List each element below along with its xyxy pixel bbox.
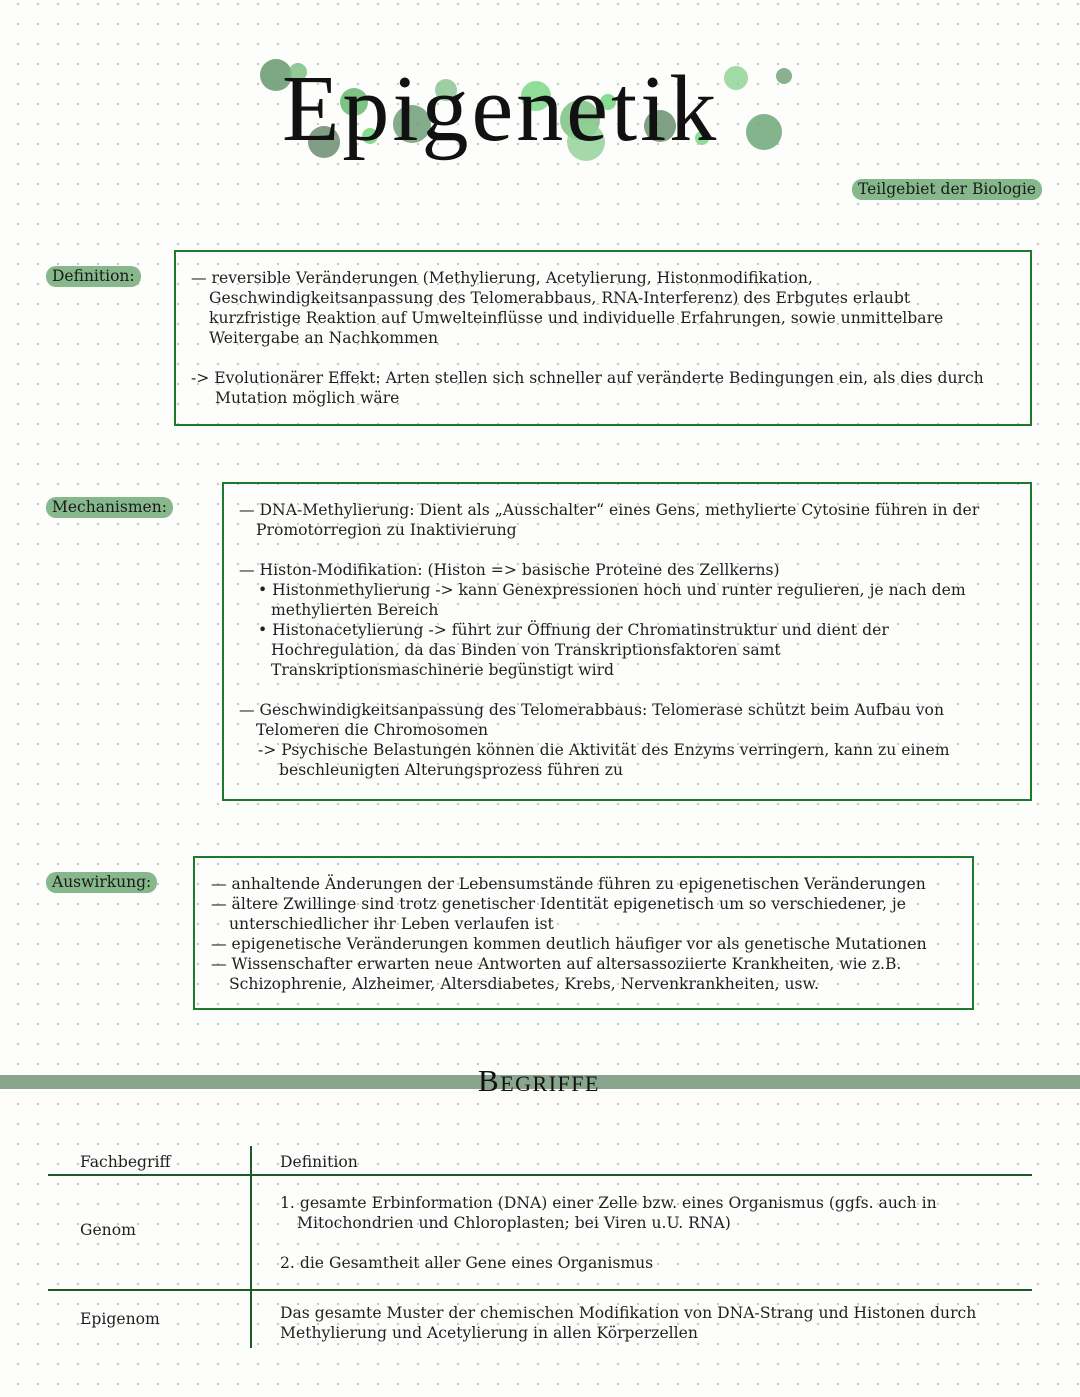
table-row-term: Epigenom (80, 1310, 160, 1328)
auswirkung-line: — ältere Zwillinge sind trotz genetischer Identität epigenetisch um so verschiedener, je (211, 895, 906, 913)
mechanismen-line: -> Psychische Belastungen können die Aktivität des Enzyms verringern, kann zu einem (258, 741, 950, 759)
auswirkung-line: — epigenetische Veränderungen kommen deutlich häufiger vor als genetische Mutationen (211, 935, 927, 953)
title-area (250, 50, 820, 170)
table-row-definition: Das gesamte Muster der chemischen Modifikation von DNA-Strang und Histonen durch (280, 1304, 977, 1322)
definition-line: kurzfristige Reaktion auf Umwelteinflüsse und individuelle Erfahrungen, sowie unmittelbare (209, 309, 944, 327)
begriffe-heading-text: EGRIFFE (500, 1071, 600, 1096)
table-row-term: Genom (80, 1221, 136, 1239)
auswirkung-line: — Wissenschafter erwarten neue Antworten auf altersassoziierte Krankheiten, wie z.B. (211, 955, 902, 973)
table-header-definition: Definition (280, 1153, 358, 1171)
definition-line: — reversible Veränderungen (Methylierung, Acetylierung, Histonmodifikation, (191, 269, 813, 287)
mechanismen-line: Promotorregion zu Inaktivierung (256, 521, 517, 539)
mechanismen-label: Mechanismen: (46, 497, 173, 518)
definition-line: Mutation möglich wäre (215, 389, 400, 407)
table-header-rule (48, 1174, 1032, 1176)
table-row-definition: 2. die Gesamtheit aller Gene eines Organismus (280, 1254, 654, 1272)
mechanismen-line: — Geschwindigkeitsanpassung des Telomerabbaus: Telomerase schützt beim Aufbau von (239, 701, 944, 719)
table-row-definition: 1. gesamte Erbinformation (DNA) einer Zelle bzw. eines Organismus (ggfs. auch in (280, 1194, 937, 1212)
mechanismen-line: Hochregulation, da das Binden von Transkriptionsfaktoren samt (271, 641, 781, 659)
mechanismen-line: — Histon-Modifikation: (Histon => basische Proteine des Zellkerns) (239, 561, 780, 579)
auswirkung-line: — anhaltende Änderungen der Lebensumstände führen zu epigenetischen Veränderungen (211, 875, 926, 893)
table-row-definition: Mitochondrien und Chloroplasten; bei Viren u.U. RNA) (297, 1214, 731, 1232)
mechanismen-line: • Histonacetylierung -> führt zur Öffnung der Chromatinstruktur und dient der (258, 621, 889, 639)
table-header-term: Fachbegriff (80, 1153, 171, 1171)
mechanismen-line: beschleunigten Alterungsprozess führen zu (279, 761, 624, 779)
table-row-definition: Methylierung und Acetylierung in allen Körperzellen (280, 1324, 698, 1342)
table-row-rule (48, 1289, 1032, 1291)
auswirkung-label: Auswirkung: (46, 872, 157, 893)
definition-line: Weitergabe an Nachkommen (209, 329, 439, 347)
subtitle-highlight: Teilgebiet der Biologie (852, 179, 1042, 200)
definition-line: -> Evolutionärer Effekt: Arten stellen sich schneller auf veränderte Bedingungen ein, als dies durch (191, 369, 984, 387)
auswirkung-line: unterschiedlicher ihr Leben verlaufen ist (229, 915, 554, 933)
mechanismen-line: Telomeren die Chromosomen (256, 721, 489, 739)
mechanismen-line: — DNA-Methylierung: Dient als „Ausschalter“ eines Gens, methylierte Cytosine führen in der (239, 501, 980, 519)
auswirkung-line: Schizophrenie, Alzheimer, Altersdiabetes, Krebs, Nervenkrankheiten, usw. (229, 975, 819, 993)
mechanismen-line: Transkriptionsmaschinerie begünstigt wird (271, 661, 615, 679)
mechanismen-line: methylierten Bereich (271, 601, 439, 619)
mechanismen-line: • Histonmethylierung -> kann Genexpressionen hoch und runter regulieren, je nach dem (258, 581, 966, 599)
table-column-rule (250, 1146, 252, 1348)
begriffe-heading: BEGRIFFE (478, 1063, 600, 1098)
definition-label: Definition: (46, 266, 141, 287)
definition-line: Geschwindigkeitsanpassung des Telomerabbaus, RNA-Interferenz) des Erbgutes erlaubt (209, 289, 911, 307)
page-title: Epigenetik (282, 57, 720, 161)
